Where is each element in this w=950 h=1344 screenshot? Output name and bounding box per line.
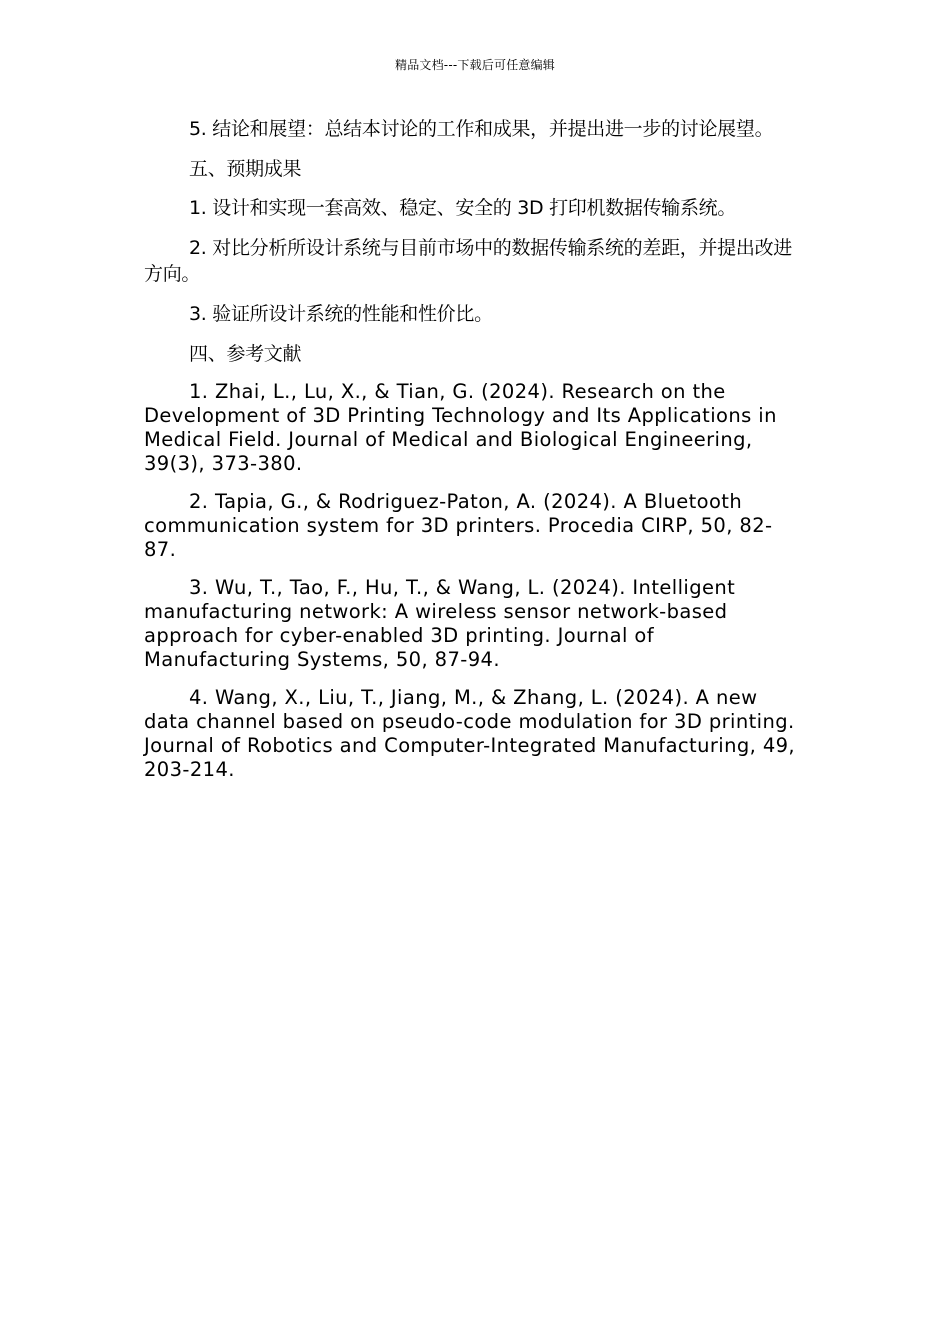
expected-result-item-2: 2. 对比分析所设计系统与目前市场中的数据传输系统的差距，并提出改进方向。 <box>144 237 792 285</box>
reference-item-1: 1. Zhai, L., Lu, X., & Tian, G. (2024). Research on the Development of 3D Printing Technology and Its Applications in Medical Field. Journal of Medical and Biological Engineering, 39(3), 373-380. <box>144 380 777 475</box>
reference-item-3: 3. Wu, T., Tao, F., Hu, T., & Wang, L. (2024). Intelligent manufacturing network: A wireless sensor network-based approach for cyber-enabled 3D printing. Journal of Manufacturing Systems, 50, 87-94. <box>144 576 736 671</box>
expected-result-item-3: 3. 验证所设计系统的性能和性价比。 <box>189 303 493 325</box>
conclusion-item: 5. 结论和展望：总结本讨论的工作和成果，并提出进一步的讨论展望。 <box>189 118 774 140</box>
page-header: 精品文档---下载后可任意编辑 <box>395 58 555 72</box>
reference-item-2: 2. Tapia, G., & Rodriguez-Paton, A. (2024). A Bluetooth communication system for 3D printers. Procedia CIRP, 50, 82-87. <box>144 490 773 561</box>
expected-results-heading: 五、预期成果 <box>189 158 302 180</box>
references-heading: 四、参考文献 <box>189 343 302 365</box>
expected-result-item-1: 1. 设计和实现一套高效、稳定、安全的 3D 打印机数据传输系统。 <box>189 197 737 219</box>
document-body <box>144 116 804 796</box>
reference-item-4: 4. Wang, X., Liu, T., Jiang, M., & Zhang, L. (2024). A new data channel based on pseudo-code modulation for 3D printing. Journal of Robotics and Computer-Integrated Manufacturing, 49, 203-214. <box>144 686 796 781</box>
